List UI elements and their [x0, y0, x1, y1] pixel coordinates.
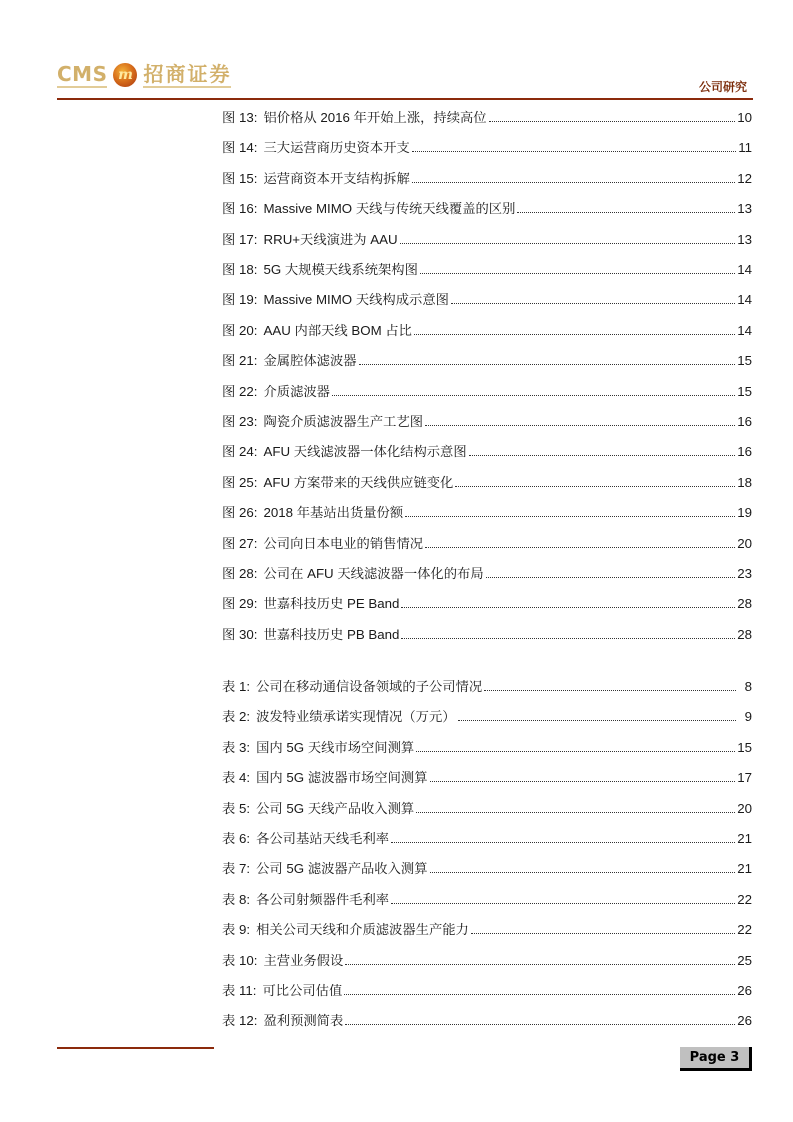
- toc-title: 国内 5G 天线市场空间测算: [256, 739, 415, 755]
- toc-prefix: 表 9:: [222, 922, 251, 938]
- leader-dots: [391, 903, 735, 904]
- toc-title: 2018 年基站出货量份额: [263, 505, 404, 521]
- toc-prefix: 图 23:: [222, 414, 258, 429]
- toc-page-number: 21: [737, 861, 752, 877]
- toc-entry[interactable]: [222, 857, 752, 877]
- toc-page-number: 14: [737, 262, 752, 277]
- toc-entry[interactable]: [222, 623, 752, 643]
- toc-entry[interactable]: [222, 592, 752, 612]
- leader-dots: [425, 547, 735, 548]
- toc-title: 公司 5G 天线产品收入测算: [256, 800, 415, 816]
- toc-title: 盈利预测简表: [263, 1013, 344, 1029]
- toc-prefix: 表 6:: [222, 831, 251, 846]
- toc-page-number: 16: [737, 414, 752, 429]
- toc-prefix: 表 1:: [222, 679, 251, 694]
- toc-entry[interactable]: [222, 705, 752, 725]
- leader-dots: [430, 781, 736, 782]
- leader-dots: [451, 303, 735, 304]
- toc-prefix: 图 18:: [222, 262, 258, 277]
- leader-dots: [405, 516, 735, 517]
- toc-page-number: 15: [737, 739, 752, 755]
- toc-prefix: 表 11:: [222, 983, 257, 998]
- toc-entry[interactable]: [222, 319, 752, 339]
- toc-page-number: 28: [737, 626, 752, 642]
- leader-dots: [486, 577, 736, 578]
- leader-dots: [469, 455, 736, 456]
- toc-title: 公司向日本电业的销售情况: [263, 535, 424, 551]
- toc-prefix: 图 26:: [222, 505, 258, 521]
- leader-dots: [416, 751, 735, 752]
- toc-page-number: 14: [737, 292, 752, 308]
- leader-dots: [412, 151, 736, 152]
- toc-entry[interactable]: [222, 380, 752, 400]
- toc-entry[interactable]: [222, 1009, 752, 1029]
- toc-title: 各公司射频器件毛利率: [256, 891, 390, 907]
- toc-prefix: 图 19:: [222, 292, 258, 308]
- toc-title: 金属腔体滤波器: [263, 353, 357, 369]
- toc-prefix: 表 3:: [222, 739, 251, 755]
- leader-dots: [484, 690, 736, 691]
- toc-entry[interactable]: [222, 736, 752, 756]
- toc-prefix: 图 28:: [222, 566, 258, 581]
- toc-title: 主营业务假设: [263, 952, 344, 968]
- toc-title: 世嘉科技历史 PB Band: [263, 626, 400, 642]
- toc-title: 运营商资本开支结构拆解: [263, 170, 410, 186]
- toc-prefix: 表 12:: [222, 1013, 258, 1029]
- toc-page-number: 25: [737, 952, 752, 968]
- toc-entry[interactable]: [222, 888, 752, 908]
- toc-prefix: 表 10:: [222, 952, 258, 968]
- toc-title: 世嘉科技历史 PE Band: [263, 596, 400, 612]
- footer-divider: [57, 1047, 214, 1049]
- toc-page-number: 11: [738, 140, 752, 156]
- toc-page-number: 8: [744, 679, 752, 694]
- toc-page-number: 19: [737, 505, 752, 521]
- toc-entry[interactable]: [222, 471, 752, 491]
- leader-dots: [391, 842, 735, 843]
- toc-prefix: 表 2:: [222, 709, 251, 725]
- toc-title: 国内 5G 滤波器市场空间测算: [256, 770, 428, 786]
- toc-prefix: 图 30:: [222, 626, 258, 642]
- toc-entry[interactable]: [222, 167, 752, 187]
- toc-title: 公司在移动通信设备领域的子公司情况: [256, 679, 483, 694]
- toc-title: 相关公司天线和介质滤波器生产能力: [256, 922, 469, 938]
- toc-title: RRU+天线演进为 AAU: [263, 231, 398, 247]
- toc-prefix: 表 5:: [222, 800, 251, 816]
- toc-page-number: 15: [737, 353, 752, 369]
- toc-page-number: 14: [737, 322, 752, 338]
- toc-page-number: 26: [737, 1013, 752, 1029]
- leader-dots: [471, 933, 735, 934]
- toc-page-number: 23: [737, 566, 752, 581]
- toc-prefix: 图 17:: [222, 231, 258, 247]
- toc-prefix: 图 16:: [222, 201, 258, 217]
- toc-page-number: 21: [737, 831, 752, 846]
- toc-entry[interactable]: [222, 349, 752, 369]
- toc-page-number: 20: [737, 800, 752, 816]
- toc-title: AFU 方案带来的天线供应链变化: [263, 474, 454, 490]
- toc-title: 公司 5G 滤波器产品收入测算: [256, 861, 428, 877]
- toc-page-number: 12: [737, 170, 752, 186]
- toc-title: 可比公司估值: [262, 983, 343, 998]
- toc-page-number: 15: [737, 383, 752, 399]
- toc-title: 5G 大规模天线系统架构图: [263, 262, 418, 277]
- toc-page-number: 28: [737, 596, 752, 612]
- toc-title: AAU 内部天线 BOM 占比: [263, 322, 412, 338]
- toc-entry[interactable]: [222, 827, 752, 847]
- toc-title: 公司在 AFU 天线滤波器一体化的布局: [263, 566, 484, 581]
- leader-dots: [345, 964, 735, 965]
- toc-entry[interactable]: [222, 136, 752, 156]
- leader-dots: [345, 1024, 735, 1025]
- toc-prefix: 图 27:: [222, 535, 258, 551]
- toc-prefix: 图 24:: [222, 444, 258, 460]
- leader-dots: [414, 334, 735, 335]
- toc-title: Massive MIMO 天线构成示意图: [263, 292, 449, 308]
- toc-page-number: 20: [737, 535, 752, 551]
- leader-dots: [332, 395, 735, 396]
- toc-entry[interactable]: [222, 766, 752, 786]
- toc-title: 各公司基站天线毛利率: [256, 831, 390, 846]
- toc-prefix: 图 15:: [222, 170, 258, 186]
- toc-entry[interactable]: [222, 228, 752, 248]
- toc-page-number: 13: [737, 201, 752, 217]
- toc-entry[interactable]: [222, 918, 752, 938]
- toc-prefix: 图 29:: [222, 596, 258, 612]
- toc-entry[interactable]: [222, 106, 752, 126]
- toc-entry[interactable]: [222, 532, 752, 552]
- toc-title: AFU 天线滤波器一体化结构示意图: [263, 444, 467, 460]
- toc-prefix: 图 22:: [222, 383, 258, 399]
- toc-entry[interactable]: [222, 797, 752, 817]
- toc-entry[interactable]: [222, 675, 752, 695]
- toc-prefix: 图 13:: [222, 110, 258, 125]
- page-number-badge: Page 3: [680, 1047, 752, 1071]
- leader-dots: [455, 486, 735, 487]
- toc-prefix: 表 7:: [222, 861, 251, 877]
- section-tag: 公司研究: [698, 80, 747, 94]
- toc-page-number: 13: [737, 231, 752, 247]
- toc-prefix: 表 4:: [222, 770, 251, 786]
- leader-dots: [420, 273, 735, 274]
- toc-entry[interactable]: [222, 501, 752, 521]
- toc-entry[interactable]: [222, 258, 752, 278]
- toc-title: 陶瓷介质滤波器生产工艺图: [263, 414, 424, 429]
- leader-dots: [489, 121, 736, 122]
- toc-entry[interactable]: [222, 562, 752, 582]
- toc-title: 介质滤波器: [263, 383, 330, 399]
- toc-page-number: 16: [737, 444, 752, 460]
- leader-dots: [458, 720, 736, 721]
- leader-dots: [344, 994, 735, 995]
- logo-text-en: CMS: [57, 61, 108, 86]
- toc-entry[interactable]: [222, 979, 752, 999]
- toc-page-number: 17: [737, 770, 752, 786]
- leader-dots: [359, 364, 736, 365]
- toc-entry[interactable]: [222, 288, 752, 308]
- leader-dots: [412, 182, 735, 183]
- leader-dots: [430, 872, 736, 873]
- logo-text-cn: 招商证券: [143, 61, 232, 86]
- toc-page-number: 26: [737, 983, 752, 998]
- toc-page-number: 22: [737, 922, 752, 938]
- leader-dots: [400, 243, 736, 244]
- toc-entry[interactable]: [222, 410, 752, 430]
- toc-prefix: 图 14:: [222, 140, 258, 156]
- toc-page-number: 9: [744, 709, 752, 725]
- logo-emblem-icon: m: [113, 63, 137, 87]
- company-logo: [57, 60, 231, 90]
- toc-page-number: 10: [737, 110, 752, 125]
- toc-entry[interactable]: [222, 197, 752, 217]
- toc-title: 波发特业绩承诺实现情况（万元）: [256, 709, 456, 725]
- toc-page-number: 18: [737, 474, 752, 490]
- toc-title: 三大运营商历史资本开支: [263, 140, 410, 156]
- toc-title: 铝价格从 2016 年开始上涨，持续高位: [263, 110, 487, 125]
- toc-page-number: 22: [737, 891, 752, 907]
- leader-dots: [517, 212, 735, 213]
- toc-entry[interactable]: [222, 949, 752, 969]
- toc-entry[interactable]: [222, 440, 752, 460]
- toc-prefix: 图 21:: [222, 353, 258, 369]
- toc-prefix: 图 25:: [222, 474, 258, 490]
- toc-title: Massive MIMO 天线与传统天线覆盖的区别: [263, 201, 516, 217]
- leader-dots: [401, 638, 735, 639]
- toc-prefix: 表 8:: [222, 891, 251, 907]
- toc-prefix: 图 20:: [222, 322, 258, 338]
- header-divider: [57, 98, 753, 100]
- leader-dots: [401, 607, 735, 608]
- leader-dots: [425, 425, 735, 426]
- leader-dots: [416, 812, 735, 813]
